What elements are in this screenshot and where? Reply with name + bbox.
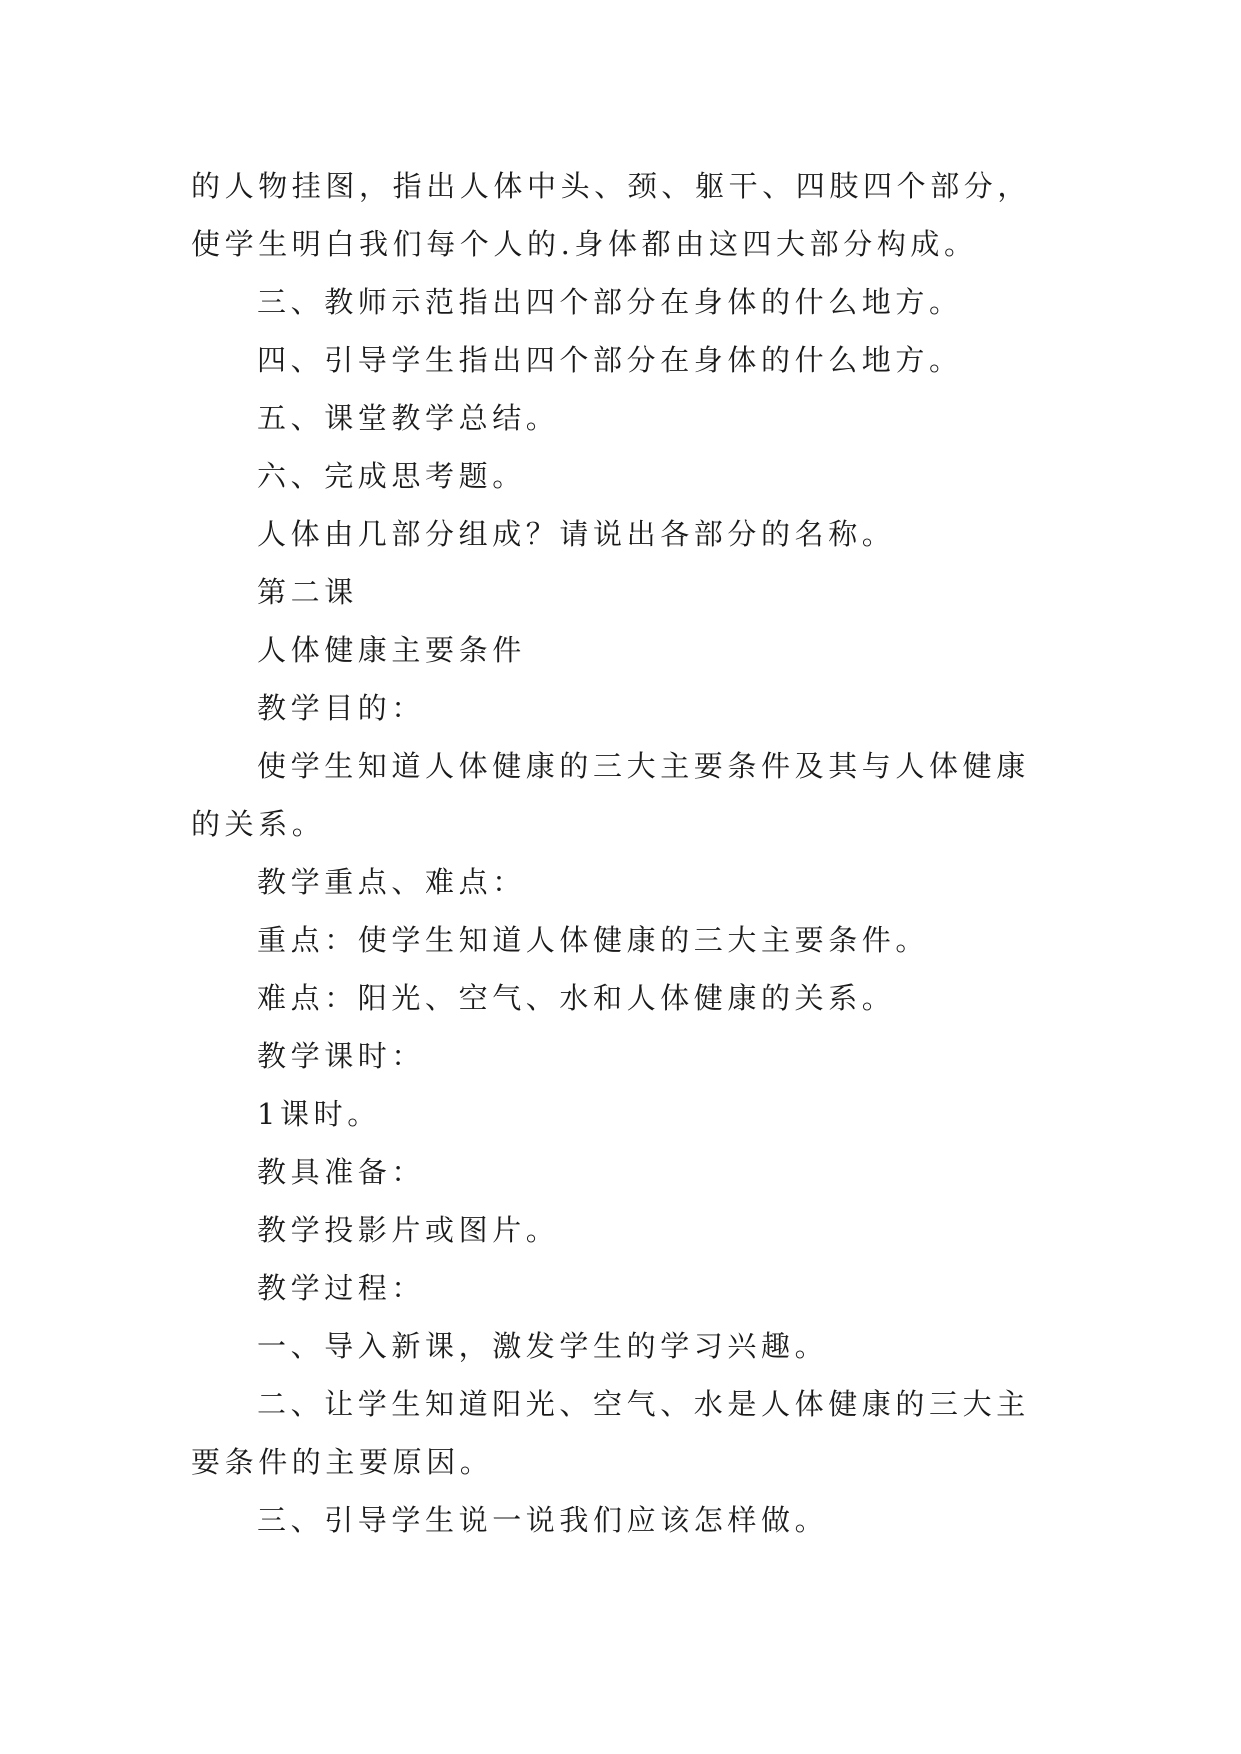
paragraph-difficulty: 难点：阳光、空气、水和人体健康的关系。: [257, 981, 896, 1015]
paragraph-step-3: 三、引导学生说一说我们应该怎样做。: [257, 1503, 829, 1537]
section-heading-key-points: 教学重点、难点：: [257, 865, 526, 899]
lesson-heading: 第二课: [257, 575, 358, 609]
paragraph-6: 人体由几部分组成？请说出各部分的名称。: [257, 517, 896, 551]
paragraph-objective: 使学生知道人体健康的三大主要条件及其与人体健康的关系。: [191, 749, 1030, 841]
section-heading-objective: 教学目的：: [257, 691, 426, 725]
document-body: [191, 157, 1051, 1549]
paragraph-step-1: 一、导入新课，激发学生的学习兴趣。: [257, 1329, 829, 1363]
paragraph-2: 三、教师示范指出四个部分在身体的什么地方。: [257, 285, 963, 319]
section-heading-process: 教学过程：: [257, 1271, 426, 1305]
paragraph-4: 五、课堂教学总结。: [257, 401, 560, 435]
paragraph-1: 的人物挂图，指出人体中头、颈、躯干、四肢四个部分，使学生明白我们每个人的.身体都由这四大部分构成。: [191, 169, 1032, 261]
section-heading-materials: 教具准备：: [257, 1155, 426, 1189]
paragraph-step-2: 二、让学生知道阳光、空气、水是人体健康的三大主要条件的主要原因。: [191, 1387, 1030, 1479]
paragraph-class-hours: 1课时。: [257, 1097, 381, 1131]
paragraph-5: 六、完成思考题。: [257, 459, 526, 493]
paragraph-key-point: 重点：使学生知道人体健康的三大主要条件。: [257, 923, 930, 957]
section-heading-class-hours: 教学课时：: [257, 1039, 426, 1073]
paragraph-materials: 教学投影片或图片。: [257, 1213, 560, 1247]
paragraph-3: 四、引导学生指出四个部分在身体的什么地方。: [257, 343, 963, 377]
lesson-title: 人体健康主要条件: [257, 633, 526, 667]
